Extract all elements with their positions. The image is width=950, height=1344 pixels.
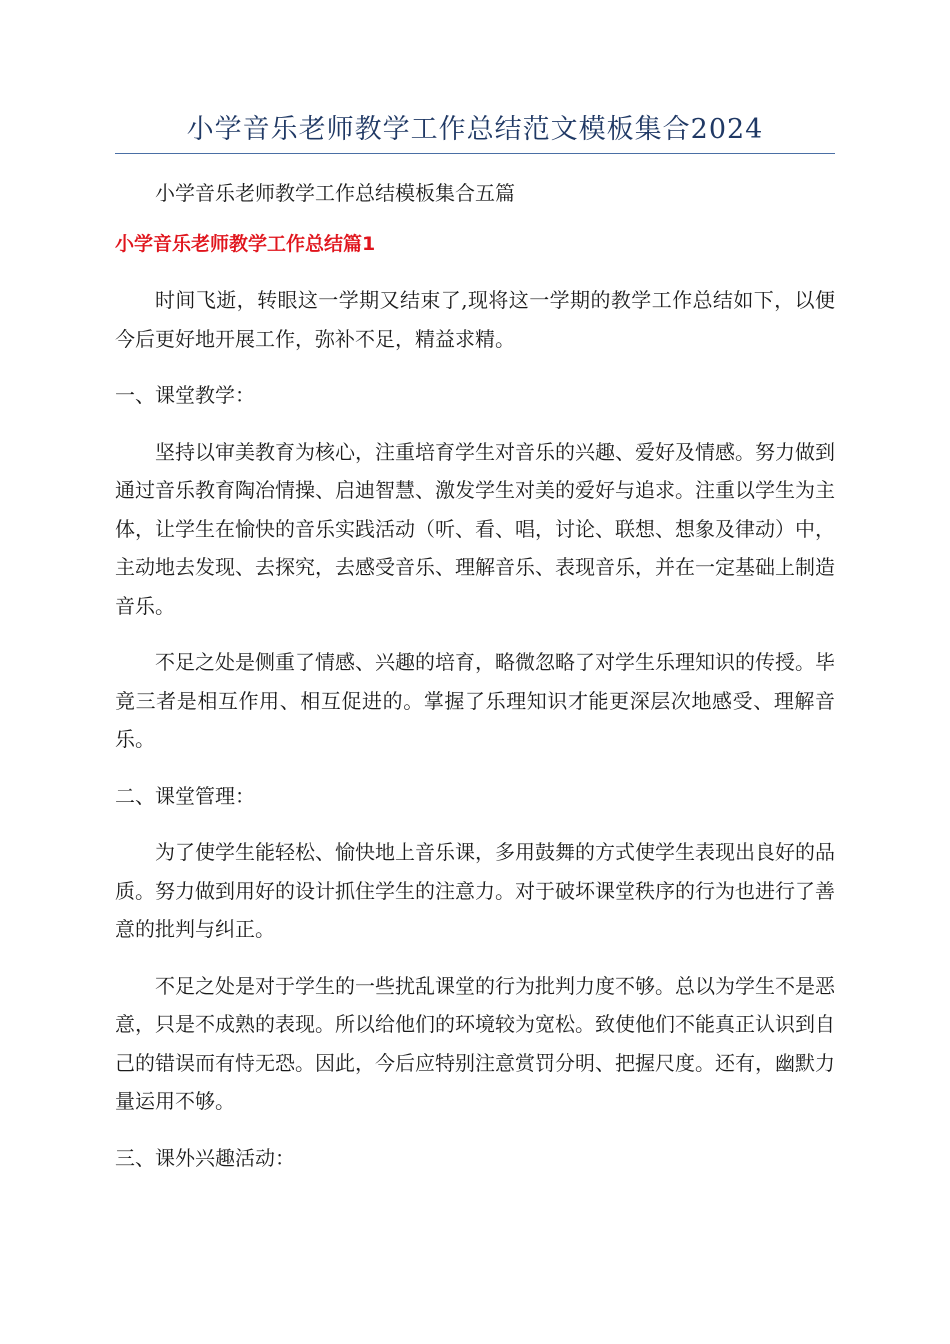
document-body xyxy=(115,174,835,1195)
part2-paragraph-1: 为了使学生能轻松、愉快地上音乐课，多用鼓舞的方式使学生表现出良好的品质。努力做到用好的设计抓住学生的注意力。对于破坏课堂秩序的行为也进行了善意的批判与纠正。 xyxy=(115,840,835,941)
part1-paragraph-1: 坚持以审美教育为核心，注重培育学生对音乐的兴趣、爱好及情感。努力做到通过音乐教育陶冶情操、启迪智慧、激发学生对美的爱好与追求。注重以学生为主体，让学生在愉快的音乐实践活动（听、看、唱，讨论、联想、想象及律动）中，主动地去发现、去探究，去感受音乐、理解音乐、表现音乐，并在一定基础上制造音乐。 xyxy=(115,439,835,618)
document-title: 小学音乐老师教学工作总结范文模板集合2024 xyxy=(186,114,764,145)
intro-paragraph: 时间飞逝，转眼这一学期又结束了,现将这一学期的教学工作总结如下，以便今后更好地开展工作，弥补不足，精益求精。 xyxy=(115,288,835,351)
part1-label: 一、课堂教学： xyxy=(115,383,255,407)
section-heading: 小学音乐老师教学工作总结篇1 xyxy=(115,232,376,255)
title-underline xyxy=(115,153,835,154)
part2-label: 二、课堂管理： xyxy=(115,783,255,808)
part2-paragraph-2: 不足之处是对于学生的一些扰乱课堂的行为批判力度不够。总以为学生不是恶意，只是不成熟的表现。所以给他们的环境较为宽松。致使他们不能真正认识到自己的错误而有恃无恐。因此，今后应特别注意赏罚分明、把握尺度。还有，幽默力量运用不够。 xyxy=(115,973,835,1113)
part3-label: 三、课外兴趣活动： xyxy=(115,1145,295,1170)
document-subtitle: 小学音乐老师教学工作总结模板集合五篇 xyxy=(155,181,515,205)
part1-paragraph-2: 不足之处是侧重了情感、兴趣的培育，略微忽略了对学生乐理知识的传授。毕竟三者是相互作用、相互促进的。掌握了乐理知识才能更深层次地感受、理解音乐。 xyxy=(115,650,835,751)
